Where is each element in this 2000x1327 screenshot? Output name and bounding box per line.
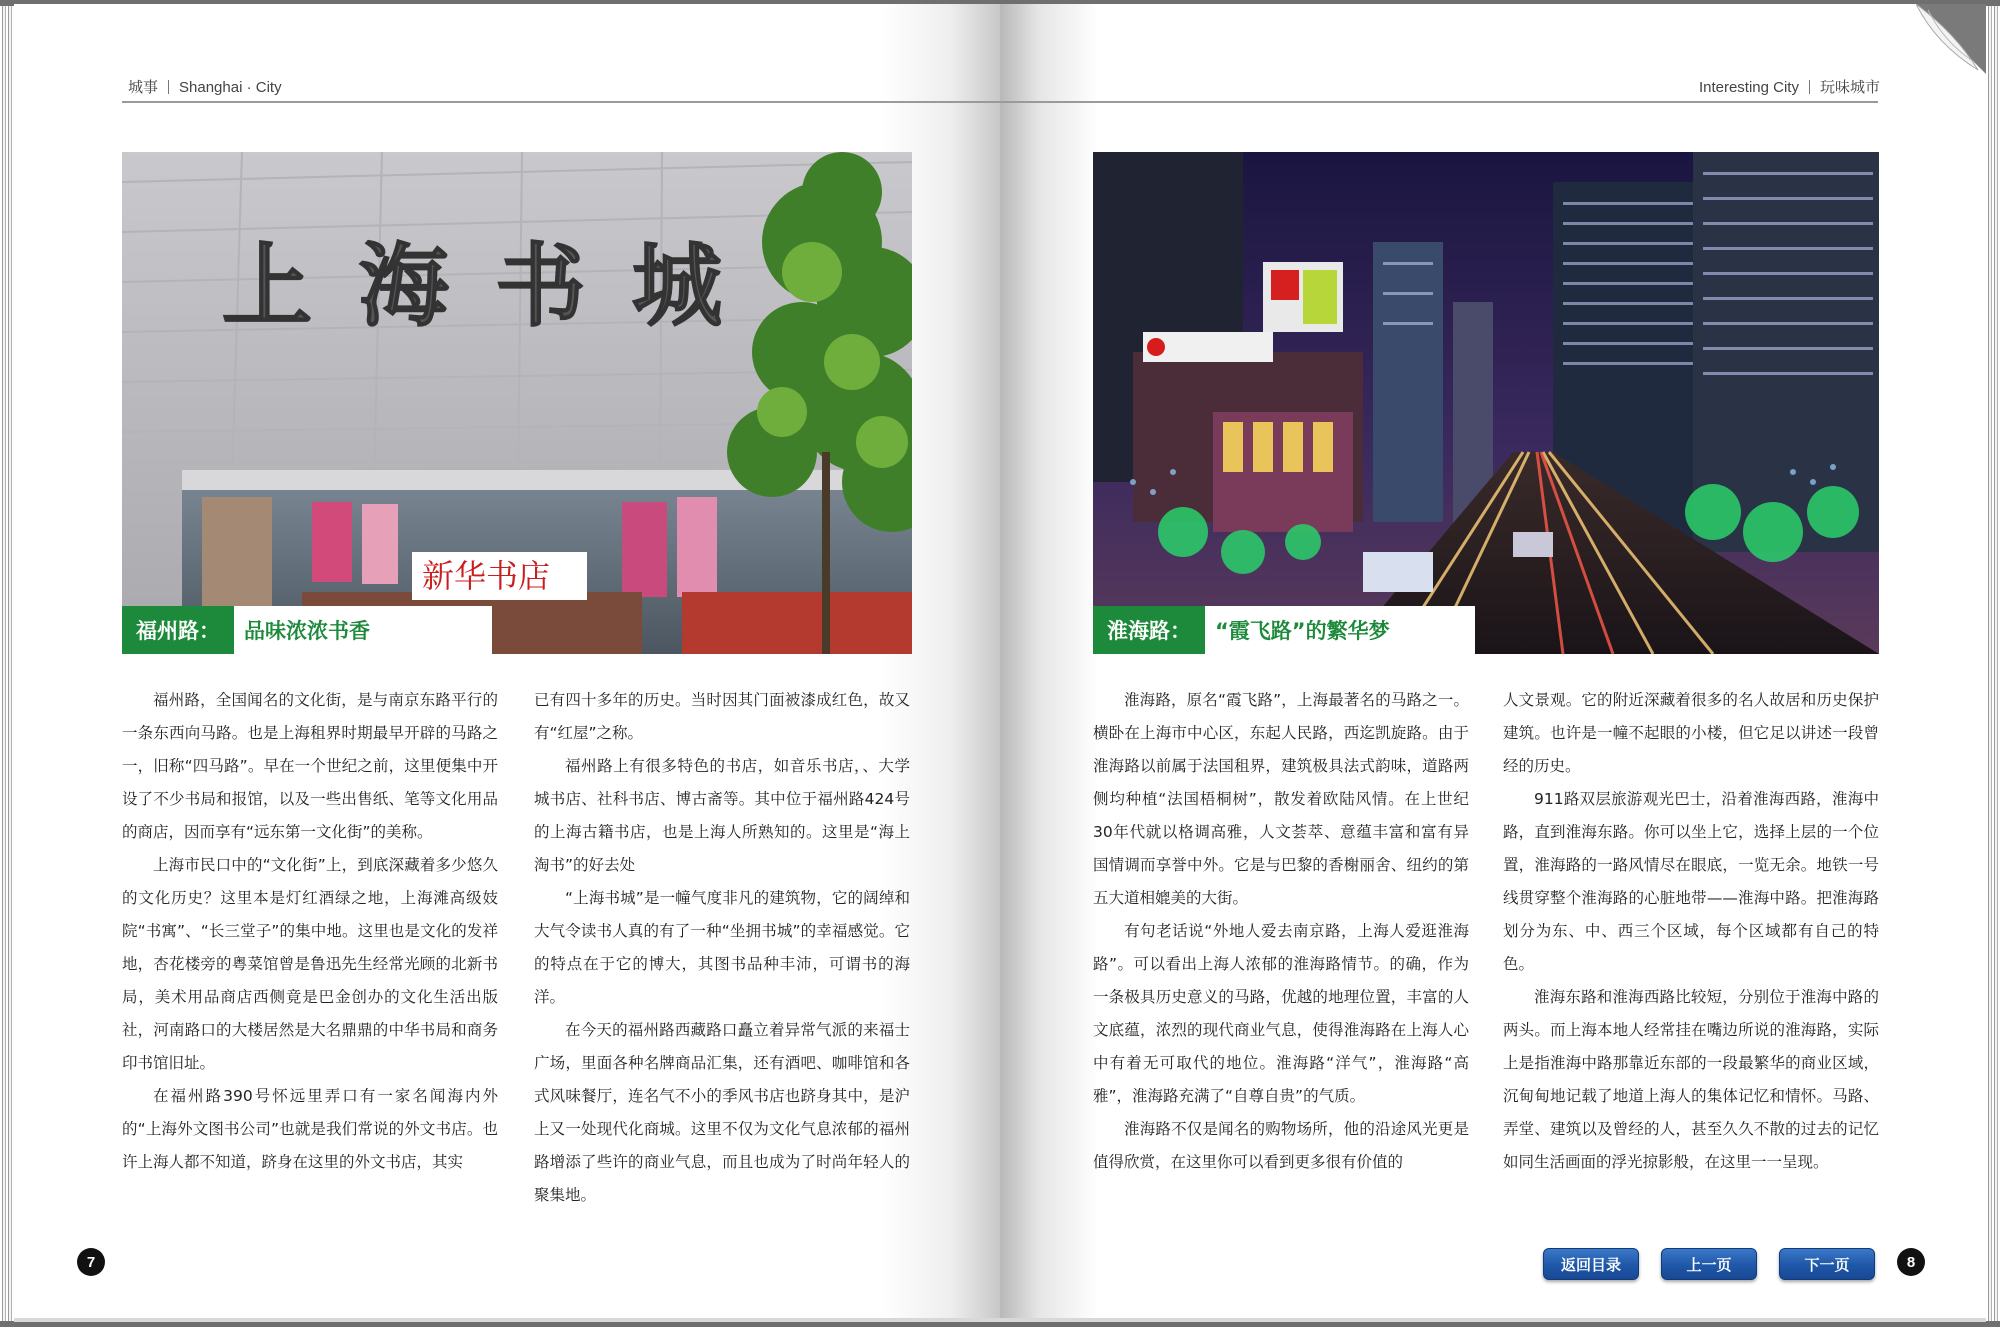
- prev-page-button[interactable]: 上一页: [1661, 1248, 1757, 1280]
- toc-button[interactable]: 返回目录: [1543, 1248, 1639, 1280]
- header-divider: [168, 80, 169, 94]
- left-header-title: Shanghai · City: [179, 79, 282, 96]
- next-page-button[interactable]: 下一页: [1779, 1248, 1875, 1280]
- left-caption-tag: 福州路：: [122, 606, 234, 654]
- paragraph: 淮海路不仅是闻名的购物场所，他的沿途风光更是值得欣赏，在这里你可以看到更多很有价值的: [1093, 1120, 1469, 1171]
- paragraph: 在福州路390号怀远里弄口有一家名闻海内外的“上海外文图书公司”也就是我们常说的外文书店。也许上海人都不知道，跻身在这里的外文书店，其实: [122, 1087, 498, 1171]
- page-bottom-edge: [14, 1318, 1000, 1322]
- paragraph: 淮海东路和淮海西路比较短，分别位于淮海中路的两头。而上海本地人经常挂在嘴边所说的淮海路，实际上是指淮海中路那靠近东部的一段最繁华的商业区域，沉甸甸地记载了地道上海人的集体记忆和情怀。马路、弄堂、建筑以及曾经的人，甚至久久不散的过去的记忆如同生活画面的浮光掠影般，在这里一一呈现。: [1503, 988, 1879, 1171]
- paragraph: 人文景观。它的附近深藏着很多的名人故居和历史保护建筑。也许是一幢不起眼的小楼，但它足以讲述一段曾经的历史。: [1503, 691, 1879, 775]
- right-photo-caption: [1093, 606, 1475, 654]
- right-header-rule: [1000, 101, 1878, 103]
- left-header-section: 城事: [128, 79, 159, 96]
- right-header-section: 玩味城市: [1819, 79, 1880, 96]
- paragraph: 有句老话说“外地人爱去南京路，上海人爱逛淮海路”。可以看出上海人浓郁的淮海路情节。的确，作为一条极具历史意义的马路，优越的地理位置，丰富的人文底蕴，浓烈的现代商业气息，使得淮海路在上海人心中有着无可取代的地位。淮海路“洋气”，淮海路“高雅”，淮海路充满了“自尊自贵”的气质。: [1093, 922, 1469, 1105]
- store-sign-text: 新华书店: [422, 557, 551, 595]
- right-caption-text: “霞飞路”的繁华梦: [1215, 619, 1390, 643]
- page-bottom-edge: [1000, 1318, 1986, 1322]
- paragraph: 福州路，全国闻名的文化街，是与南京东路平行的一条东西向马路。也是上海租界时期最早开辟的马路之一，旧称“四马路”。早在一个世纪之前，这里便集中开设了不少书局和报馆，以及一些出售纸、笔等文化用品的商店，因而享有“远东第一文化街”的美称。: [122, 691, 498, 841]
- paragraph: 上海市民口中的“文化街”上，到底深藏着多少悠久的文化历史？这里本是灯红酒绿之地，上海滩高级妓院“书寓”、“长三堂子”的集中地。这里也是文化的发祥地，杏花楼旁的粤菜馆曾是鲁迅先生经常光顾的北新书局，美术用品商店西侧竟是巴金创办的文化生活出版社，河南路口的大楼居然是大名鼎鼎的中华书局和商务印书馆旧址。: [122, 856, 498, 1072]
- paragraph: 淮海路，原名“霞飞路”，上海最著名的马路之一。横卧在上海市中心区，东起人民路，西迄凯旋路。由于淮海路以前属于法国租界，建筑极具法式韵味，道路两侧均种植“法国梧桐树”，散发着欧陆风情。在上世纪30年代就以格调高雅，人文荟萃、意蕴丰富和富有异国情调而享誉中外。它是与巴黎的香榭丽舍、纽约的第五大道相媲美的大街。: [1093, 691, 1469, 907]
- paragraph: 已有四十多年的历史。当时因其门面被漆成红色，故又有“红屋”之称。: [534, 691, 910, 742]
- right-caption-tag: 淮海路：: [1093, 606, 1205, 654]
- right-header-title: Interesting City: [1698, 79, 1799, 96]
- paragraph: 福州路上有很多特色的书店，如音乐书店，、大学城书店、社科书店、博古斋等。其中位于福州路424号的上海古籍书店，也是上海人所熟知的。这里是“海上淘书”的好去处: [534, 757, 910, 874]
- right-column-2: [1503, 684, 1879, 1179]
- right-page: [1000, 4, 1986, 1322]
- right-page-number: 8: [1897, 1248, 1925, 1276]
- left-photo-caption: [122, 606, 492, 654]
- left-column-2: [534, 684, 910, 1212]
- header-divider: [1809, 80, 1810, 94]
- paragraph: “上海书城”是一幢气度非凡的建筑物，它的阔绰和大气令读书人真的有了一种“坐拥书城”的幸福感觉。它的特点在于它的博大，其图书品种丰沛，可谓书的海洋。: [534, 889, 910, 1006]
- page-curl-icon[interactable]: [1916, 4, 1986, 74]
- paragraph: 在今天的福州路西藏路口矗立着异常气派的来福士广场，里面各种名牌商品汇集，还有酒吧、咖啡馆和各式风味餐厅，连名气不小的季风书店也跻身其中，是沪上又一处现代化商城。这里不仅为文化气息浓郁的福州路增添了些许的商业气息，而且也成为了时尚年轻人的聚集地。: [534, 1021, 910, 1204]
- right-column-1: [1093, 684, 1469, 1179]
- left-caption-text: 品味浓浓书香: [244, 619, 370, 643]
- right-running-header: [1699, 76, 1880, 97]
- left-column-1: [122, 684, 498, 1179]
- building-sign-text: 上海书城: [222, 233, 722, 339]
- huaihai-road-photo: [1093, 152, 1879, 654]
- left-running-header: [128, 76, 282, 97]
- fuzhou-road-photo: [122, 152, 912, 654]
- left-page: [14, 4, 1000, 1322]
- left-page-number: 7: [77, 1248, 105, 1276]
- left-header-rule: [122, 101, 1000, 103]
- paragraph: 911路双层旅游观光巴士，沿着淮海西路，淮海中路，直到淮海东路。你可以坐上它，选择上层的一个位置，淮海路的一路风情尽在眼底，一览无余。地铁一号线贯穿整个淮海路的心脏地带——淮海中路。把淮海路划分为东、中、西三个区域，每个区域都有自己的特色。: [1503, 790, 1879, 973]
